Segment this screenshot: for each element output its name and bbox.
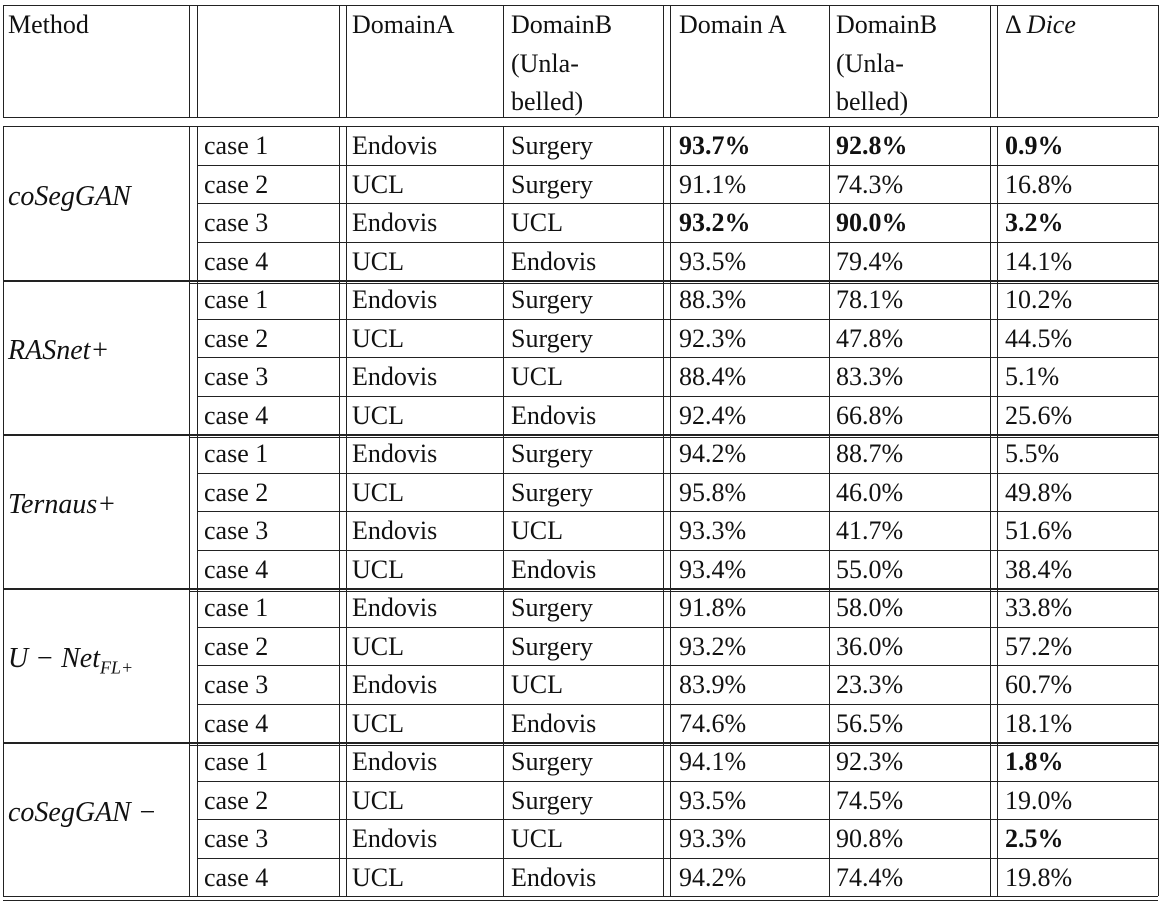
table-cell-case: case 1 — [204, 285, 269, 314]
table-cell-domain_b: Endovis — [511, 862, 597, 892]
table-cell-delta: 1.8% — [1005, 747, 1064, 776]
table-cell-domain_b: Endovis — [511, 246, 597, 276]
table-cell-domain_b: UCL — [511, 362, 563, 391]
table-cell-domain_b: Surgery — [511, 285, 593, 314]
table-cell-domain_a: UCL — [352, 169, 404, 199]
table-cell-domain_b: Surgery — [511, 593, 593, 622]
header-line: (Unla- — [836, 48, 904, 78]
header-line: DomainA — [352, 10, 455, 39]
column-rule — [1158, 5, 1159, 117]
table-cell-dice_b: 90.8% — [836, 824, 904, 853]
table-cell-dice_a: 88.4% — [679, 362, 747, 391]
table-cell-delta: 38.4% — [1005, 554, 1073, 584]
table-cell-delta: 60.7% — [1005, 670, 1073, 699]
table-cell-dice_a: 92.3% — [679, 323, 747, 353]
table-cell-domain_a: UCL — [352, 862, 404, 892]
header-cell-5 — [836, 6, 937, 122]
table-cell-dice_b: 58.0% — [836, 593, 904, 622]
table-cell-delta: 5.5% — [1005, 439, 1060, 468]
table-cell-case: case 1 — [204, 747, 269, 776]
table-cell-dice_a: 93.2% — [679, 208, 751, 237]
table-cell-case: case 4 — [204, 246, 269, 276]
table-cell-domain_b: Surgery — [511, 131, 593, 160]
table-cell-dice_a: 83.9% — [679, 670, 747, 699]
table-cell-dice_a: 92.4% — [679, 400, 747, 430]
table-cell-domain_a: Endovis — [352, 285, 438, 314]
table-cell-case: case 2 — [204, 631, 269, 661]
table-cell-dice_a: 91.1% — [679, 169, 747, 199]
column-rule — [339, 5, 340, 117]
column-rule — [189, 5, 190, 117]
table-cell-case: case 4 — [204, 862, 269, 892]
table-cell-dice_b: 36.0% — [836, 631, 904, 661]
table-cell-case: case 3 — [204, 670, 269, 699]
table-cell-domain_b: UCL — [511, 824, 563, 853]
table-cell-dice_b: 55.0% — [836, 554, 904, 584]
method-name: coSegGAN — [8, 181, 131, 212]
table-cell-case: case 2 — [204, 323, 269, 353]
table-cell-dice_b: 41.7% — [836, 516, 904, 545]
table-cell-dice_b: 88.7% — [836, 439, 904, 468]
method-name: U − Net — [8, 643, 100, 674]
table-cell-case: case 3 — [204, 516, 269, 545]
table-cell-dice_a: 95.8% — [679, 477, 747, 507]
table-cell-dice_b: 66.8% — [836, 400, 904, 430]
column-rule — [670, 5, 671, 117]
table-cell-case: case 1 — [204, 439, 269, 468]
table-cell-dice_a: 93.4% — [679, 554, 747, 584]
table-cell-domain_b: Endovis — [511, 708, 597, 738]
header-cell-4 — [679, 6, 787, 45]
header-cell-3 — [511, 6, 612, 122]
table-cell-domain_a: UCL — [352, 631, 404, 661]
table-cell-delta: 3.2% — [1005, 208, 1064, 237]
table-cell-delta: 2.5% — [1005, 824, 1064, 853]
table-cell-case: case 4 — [204, 708, 269, 738]
column-rule — [663, 5, 664, 117]
header-line: (Unla- — [511, 48, 579, 78]
table-cell-delta: 51.6% — [1005, 516, 1073, 545]
table-cell-delta: 19.8% — [1005, 862, 1073, 892]
column-rule — [990, 5, 991, 117]
method-label — [8, 181, 131, 213]
table-cell-dice_b: 92.3% — [836, 747, 904, 776]
table-cell-domain_a: UCL — [352, 708, 404, 738]
method-label — [8, 797, 157, 829]
header-cell-2 — [352, 6, 455, 45]
table-cell-dice_b: 90.0% — [836, 208, 908, 237]
method-name: RASnet+ — [8, 335, 110, 366]
table-cell-dice_b: 74.4% — [836, 862, 904, 892]
table-cell-domain_b: UCL — [511, 670, 563, 699]
table-cell-dice_b: 47.8% — [836, 323, 904, 353]
table-cell-dice_a: 93.2% — [679, 631, 747, 661]
table-cell-domain_a: Endovis — [352, 439, 438, 468]
table-cell-dice_b: 74.5% — [836, 785, 904, 815]
method-subscript: FL+ — [100, 657, 134, 678]
table-cell-case: case 2 — [204, 477, 269, 507]
table-cell-domain_b: UCL — [511, 208, 563, 237]
table-cell-delta: 5.1% — [1005, 362, 1060, 391]
table-cell-dice_b: 79.4% — [836, 246, 904, 276]
header-line: belled) — [836, 87, 909, 116]
header-line: belled) — [511, 87, 584, 116]
table-cell-delta: 10.2% — [1005, 285, 1073, 314]
table-cell-dice_a: 93.7% — [679, 131, 751, 160]
table-cell-case: case 3 — [204, 824, 269, 853]
table-cell-domain_b: Surgery — [511, 477, 593, 507]
table-cell-dice_a: 93.3% — [679, 824, 747, 853]
table-cell-domain_a: UCL — [352, 246, 404, 276]
table-cell-delta: 14.1% — [1005, 246, 1073, 276]
header-line: DomainB — [511, 10, 613, 39]
table-cell-domain_a: Endovis — [352, 670, 438, 699]
table-cell-domain_a: UCL — [352, 477, 404, 507]
column-rule — [1158, 126, 1159, 896]
table-cell-case: case 2 — [204, 785, 269, 815]
table-cell-dice_a: 93.5% — [679, 246, 747, 276]
column-rule — [197, 5, 198, 117]
table-cell-delta: 0.9% — [1005, 131, 1064, 160]
table-cell-domain_a: Endovis — [352, 516, 438, 545]
table-cell-case: case 3 — [204, 208, 269, 237]
column-rule — [346, 5, 347, 117]
table-cell-dice_b: 83.3% — [836, 362, 904, 391]
table-cell-case: case 1 — [204, 593, 269, 622]
header-line: Domain A — [679, 10, 787, 39]
column-rule — [3, 5, 4, 117]
table-cell-domain_a: UCL — [352, 785, 404, 815]
table-cell-domain_b: Surgery — [511, 747, 593, 776]
table-cell-dice_a: 94.1% — [679, 747, 747, 776]
table-cell-domain_a: Endovis — [352, 747, 438, 776]
table-cell-domain_b: Surgery — [511, 785, 593, 815]
delta-symbol: Δ — [1005, 10, 1027, 39]
table-cell-domain_b: Surgery — [511, 169, 593, 199]
table-cell-dice_a: 94.2% — [679, 439, 747, 468]
table-cell-dice_a: 88.3% — [679, 285, 747, 314]
table-cell-domain_b: Endovis — [511, 400, 597, 430]
table-cell-dice_a: 94.2% — [679, 862, 747, 892]
table-cell-domain_a: UCL — [352, 400, 404, 430]
table-cell-domain_a: Endovis — [352, 362, 438, 391]
table-cell-delta: 33.8% — [1005, 593, 1073, 622]
table-cell-delta: 57.2% — [1005, 631, 1073, 661]
column-rule — [189, 126, 190, 896]
header-line: Method — [8, 10, 89, 39]
table-cell-case: case 4 — [204, 400, 269, 430]
table-cell-domain_b: Endovis — [511, 554, 597, 584]
table-cell-domain_a: UCL — [352, 554, 404, 584]
table-cell-delta: 16.8% — [1005, 169, 1073, 199]
table-cell-dice_a: 74.6% — [679, 708, 747, 738]
table-cell-case: case 1 — [204, 131, 269, 160]
column-rule — [997, 5, 998, 117]
table-cell-domain_a: Endovis — [352, 593, 438, 622]
table-cell-case: case 2 — [204, 169, 269, 199]
header-line: DomainB — [836, 10, 938, 39]
table-cell-case: case 4 — [204, 554, 269, 584]
table-cell-domain_b: Surgery — [511, 631, 593, 661]
table-cell-delta: 25.6% — [1005, 400, 1073, 430]
table-cell-dice_b: 23.3% — [836, 670, 904, 699]
table-cell-dice_b: 78.1% — [836, 285, 904, 314]
method-name: coSegGAN − — [8, 797, 157, 828]
table-cell-domain_a: Endovis — [352, 131, 438, 160]
method-name: Ternaus+ — [8, 489, 117, 520]
table-cell-domain_a: Endovis — [352, 824, 438, 853]
column-rule — [3, 126, 4, 896]
header-cell-6 — [1005, 6, 1076, 45]
table-cell-dice_b: 56.5% — [836, 708, 904, 738]
table-cell-dice_b: 74.3% — [836, 169, 904, 199]
table-cell-delta: 49.8% — [1005, 477, 1073, 507]
table-cell-domain_b: Surgery — [511, 439, 593, 468]
dice-label: Dice — [1026, 10, 1076, 39]
table-cell-dice_b: 46.0% — [836, 477, 904, 507]
column-rule — [503, 5, 504, 117]
table-cell-dice_a: 91.8% — [679, 593, 747, 622]
table-cell-domain_b: Surgery — [511, 323, 593, 353]
header-cell-0 — [8, 6, 89, 45]
table-cell-dice_b: 92.8% — [836, 131, 908, 160]
table-cell-domain_a: UCL — [352, 323, 404, 353]
table-cell-dice_a: 93.3% — [679, 516, 747, 545]
method-label — [8, 489, 116, 521]
table-cell-domain_b: UCL — [511, 516, 563, 545]
method-label — [8, 643, 133, 679]
table-cell-delta: 44.5% — [1005, 323, 1073, 353]
column-rule — [829, 5, 830, 117]
table-cell-delta: 19.0% — [1005, 785, 1073, 815]
method-label — [8, 335, 109, 367]
table-cell-delta: 18.1% — [1005, 708, 1073, 738]
table-cell-dice_a: 93.5% — [679, 785, 747, 815]
table-cell-domain_a: Endovis — [352, 208, 438, 237]
table-cell-case: case 3 — [204, 362, 269, 391]
